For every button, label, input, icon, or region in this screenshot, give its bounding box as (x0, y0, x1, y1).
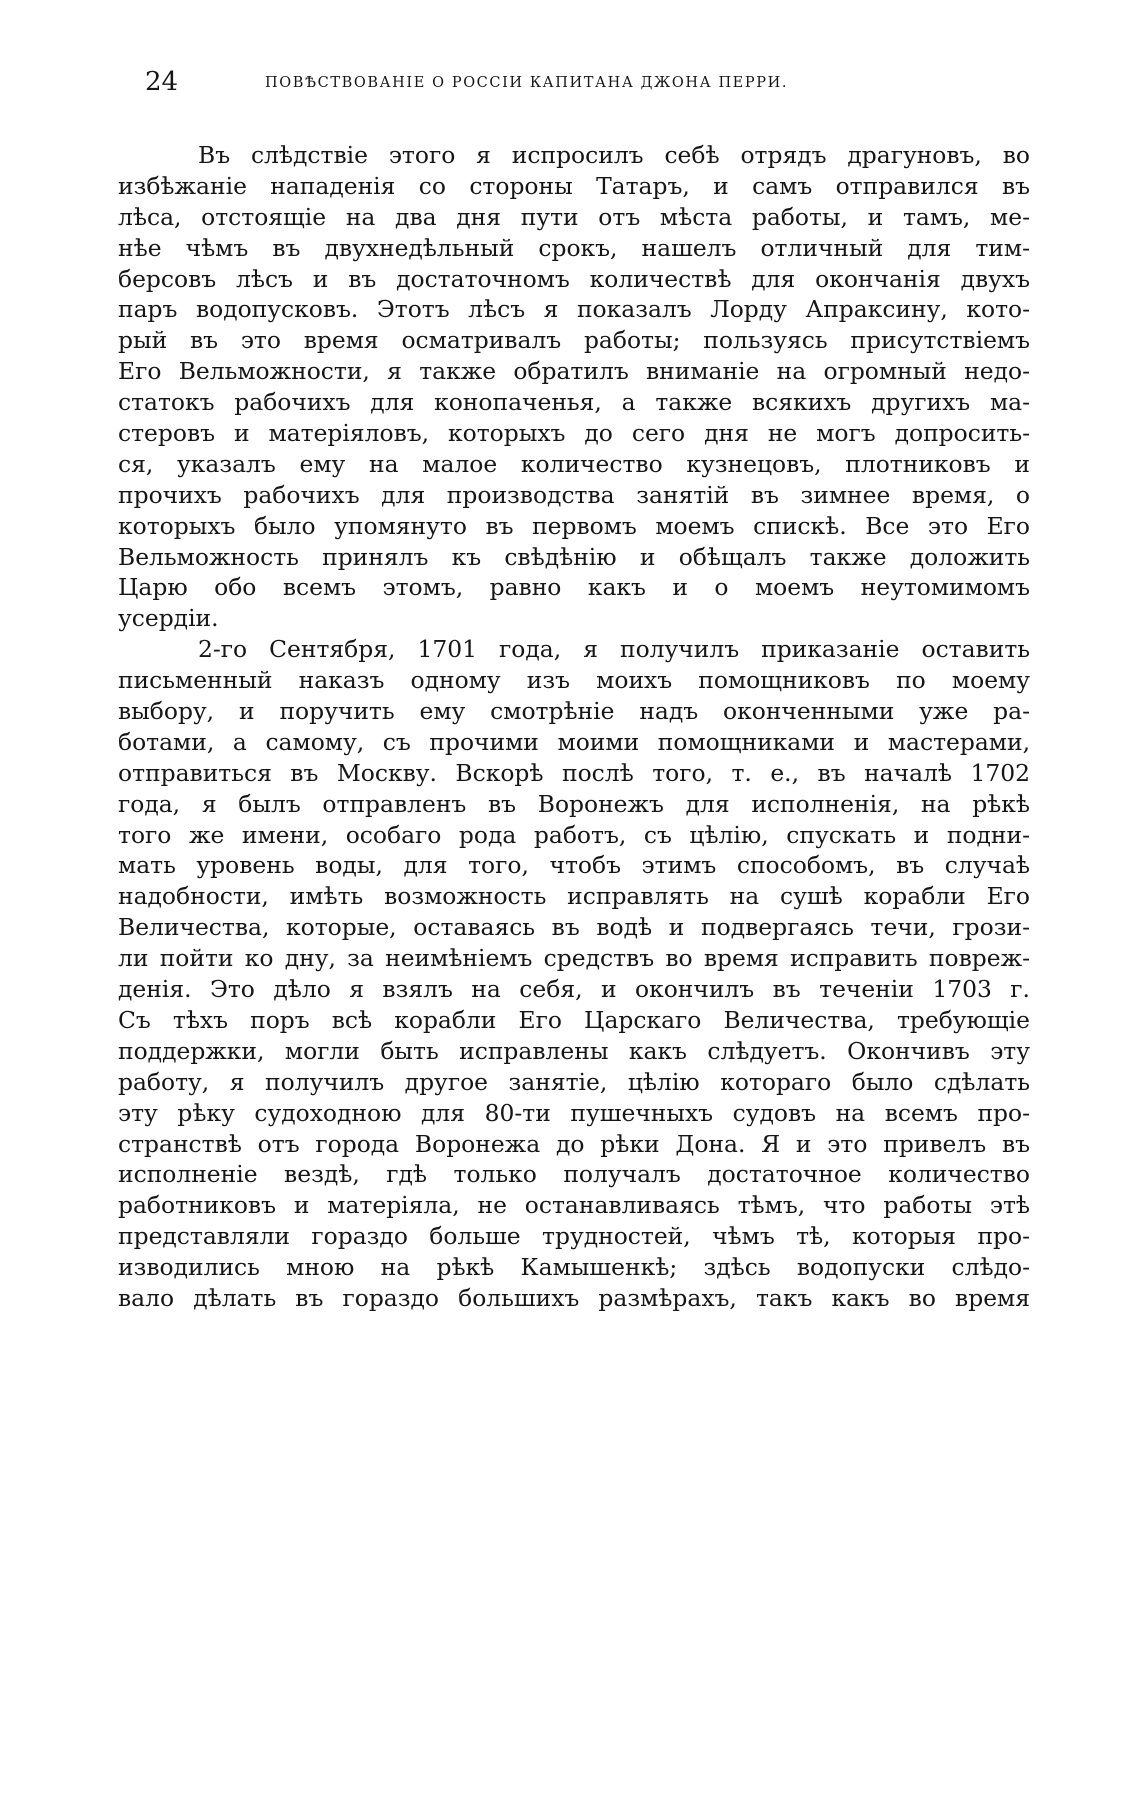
text-line: Въ слѣдствіе этого я испросилъ себѣ отрядъ драгуновъ, во (198, 141, 1030, 169)
text-line: отправиться въ Москву. Вскорѣ послѣ того, т. е., въ началѣ 1702 (118, 758, 1030, 787)
text-line: статокъ рабочихъ для конопаченья, а также всякихъ другихъ ма- (118, 388, 1030, 417)
text-line: ботами, а самому, съ прочими моими помощниками и мастерами, (118, 727, 1030, 756)
text-line: того же имени, особаго рода работъ, съ цѣлію, спускать и подни- (118, 820, 1030, 849)
text-line: Съ тѣхъ поръ всѣ корабли Его Царскаго Величества, требующіе (118, 1005, 1030, 1034)
text-line: рый въ это время осматривалъ работы; пользуясь присутствіемъ (118, 326, 1030, 355)
text-line: денія. Это дѣло я взялъ на себя, и окончилъ въ теченіи 1703 г. (118, 975, 1030, 1004)
page-number: 24 (145, 67, 179, 97)
text-line: ся, указалъ ему на малое количество кузнецовъ, плотниковъ и (118, 449, 1030, 478)
text-line: паръ водопусковъ. Этотъ лѣсъ я показалъ Лорду Апраксину, кото- (118, 295, 1030, 324)
text-line: избѣжаніе нападенія со стороны Татаръ, и самъ отправился въ (118, 171, 1030, 200)
text-line: вало дѣлать въ гораздо большихъ размѣрахъ, такъ какъ во время (118, 1283, 1030, 1312)
text-line: надобности, имѣть возможность исправлять на сушѣ корабли Его (118, 882, 1030, 911)
text-line: лѣса, отстоящіе на два дня пути отъ мѣста работы, и тамъ, ме- (118, 202, 1030, 231)
text-line: мать уровень воды, для того, чтобъ этимъ способомъ, въ случаѣ (118, 851, 1030, 880)
running-header (145, 66, 1025, 106)
text-line: представляли гораздо больше трудностей, чѣмъ тѣ, которыя про- (118, 1222, 1030, 1251)
text-line: Его Вельможности, я также обратилъ вниманіе на огромный недо- (118, 357, 1030, 386)
text-line: 2-го Сентября, 1701 года, я получилъ приказаніе оставить (198, 635, 1030, 664)
text-line: усердіи. (118, 604, 219, 633)
text-line: года, я былъ отправленъ въ Воронежъ для исполненія, на рѣкѣ (118, 789, 1030, 818)
text-line: изводились мною на рѣкѣ Камышенкѣ; здѣсь водопуски слѣдо- (118, 1253, 1030, 1282)
paragraph-1 (118, 140, 1030, 634)
text-line: работу, я получилъ другое занятіе, цѣлію котораго было сдѣлать (118, 1067, 1030, 1096)
text-line: письменный наказъ одному изъ моихъ помощниковъ по моему (118, 666, 1030, 695)
text-line: странствѣ отъ города Воронежа до рѣки Дона. Я и это привелъ въ (118, 1129, 1030, 1158)
body-text (118, 140, 1030, 1314)
text-line: ли пойти ко дну, за неимѣніемъ средствъ во время исправить повреж- (118, 944, 1030, 973)
text-line: Величества, которые, оставаясь въ водѣ и подвергаясь течи, грози- (118, 913, 1030, 942)
running-title: ПОВѢСТВОВАНІЕ О РОССІИ КАПИТАНА ДЖОНА ПЕРРИ. (265, 75, 789, 91)
text-line: берсовъ лѣсъ и въ достаточномъ количествѣ для окончанія двухъ (118, 264, 1030, 293)
text-line: прочихъ рабочихъ для производства занятій въ зимнее время, о (118, 480, 1030, 509)
text-line: исполненіе вездѣ, гдѣ только получалъ достаточное количество (118, 1160, 1030, 1189)
text-line: нѣе чѣмъ въ двухнедѣльный срокъ, нашелъ отличный для тим- (118, 233, 1030, 262)
paragraph-2 (118, 634, 1030, 1314)
text-line: работниковъ и матеріяла, не останавливаясь тѣмъ, что работы этѣ (118, 1191, 1030, 1220)
text-line: стеровъ и матеріяловъ, которыхъ до сего дня не могъ допросить- (118, 419, 1030, 448)
text-line: которыхъ было упомянуто въ первомъ моемъ спискѣ. Все это Его (118, 511, 1030, 540)
text-line: поддержки, могли быть исправлены какъ слѣдуетъ. Окончивъ эту (118, 1036, 1030, 1065)
text-line: Вельможность принялъ къ свѣдѣнію и обѣщалъ также доложить (118, 542, 1030, 571)
text-line: эту рѣку судоходною для 80-ти пушечныхъ судовъ на всемъ про- (118, 1098, 1030, 1127)
text-line: Царю обо всемъ этомъ, равно какъ и о моемъ неутомимомъ (118, 573, 1030, 602)
text-line: выбору, и поручить ему смотрѣніе надъ оконченными уже ра- (118, 697, 1030, 726)
